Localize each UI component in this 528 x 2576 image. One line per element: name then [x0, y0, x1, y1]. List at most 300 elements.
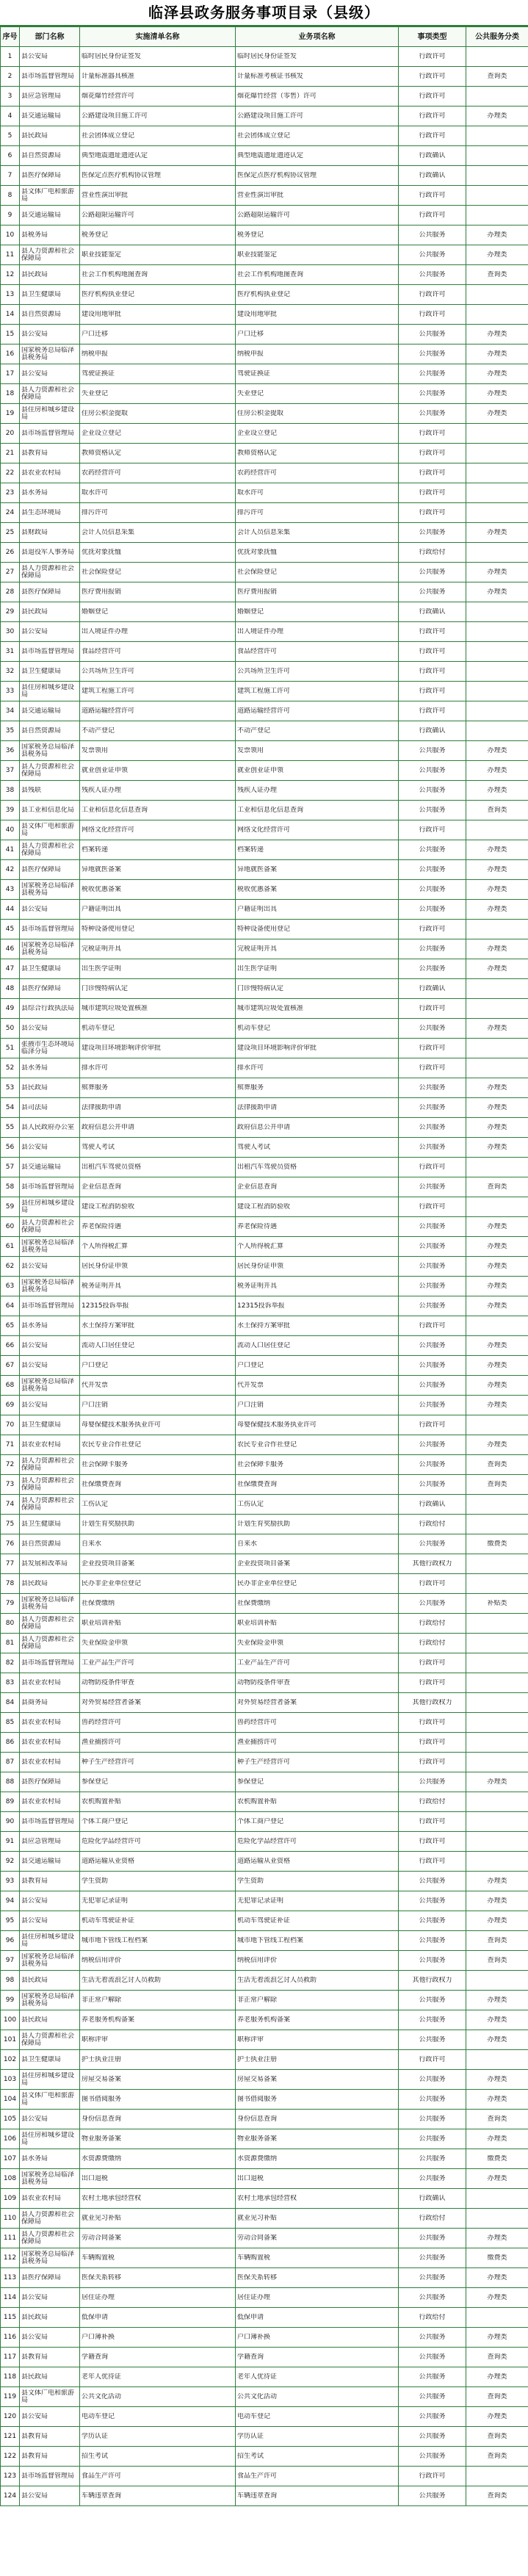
cell-type: [399, 265, 466, 285]
cell-item: [80, 2268, 236, 2288]
cell-type-text: 公共服务: [419, 529, 446, 536]
cell-type-text: 其他行政权力: [412, 1699, 452, 1706]
cell-item: [80, 1673, 236, 1693]
cell-public-service-text: 办理类: [487, 1382, 507, 1389]
cell-index-text: 45: [5, 926, 15, 933]
table-row: [1, 2467, 528, 2486]
cell-department: [20, 503, 80, 523]
cell-department: [20, 1475, 80, 1495]
cell-department: [20, 364, 80, 384]
cell-item: [80, 1951, 236, 1971]
cell-business-text: 社会保障卡服务: [237, 1461, 284, 1468]
cell-item: [80, 2169, 236, 2189]
cell-item-text: 就业见习补贴: [82, 2215, 122, 2222]
cell-business-text: 道路运输从业资格: [237, 1858, 291, 1865]
cell-item-text: 异地就医备案: [82, 866, 122, 873]
cell-department-text: 县农业农村局: [21, 1798, 62, 1805]
cell-type-text: 行政确认: [419, 152, 446, 159]
cell-type: [399, 642, 466, 662]
cell-type: [399, 2268, 466, 2288]
cell-index-text: 57: [5, 1163, 15, 1171]
header-public-service: 公共服务分类: [466, 27, 528, 47]
table-row: [1, 1475, 528, 1495]
cell-index-text: 113: [3, 2274, 17, 2281]
cell-type: [399, 1852, 466, 1872]
cell-business: [236, 900, 399, 920]
cell-department: [20, 1574, 80, 1594]
cell-item: [80, 107, 236, 126]
cell-department: [20, 880, 80, 900]
cell-public-service: [466, 900, 528, 920]
cell-business: [236, 2486, 399, 2506]
cell-item: [80, 1316, 236, 1336]
cell-department-text: 县住房和城乡建设局: [21, 1199, 75, 1214]
cell-public-service: [466, 364, 528, 384]
cell-business-text: 网络文化经营许可: [237, 826, 291, 834]
table-body: [1, 47, 528, 2506]
cell-department: [20, 1713, 80, 1733]
cell-index-text: 64: [5, 1302, 15, 1310]
cell-public-service: [466, 87, 528, 107]
cell-index-text: 30: [5, 628, 15, 635]
cell-type-text: 公共服务: [419, 1362, 446, 1369]
cell-index-text: 88: [5, 1778, 15, 1786]
cell-public-service: [466, 463, 528, 483]
table-row: [1, 1991, 528, 2010]
table-row: [1, 1197, 528, 1217]
table-row: [1, 1733, 528, 1753]
cell-item-text: 城市地下管线工程档案: [82, 1937, 148, 1944]
cell-item-text: 工伤认定: [82, 1501, 109, 1508]
cell-public-service: [466, 1614, 528, 1634]
cell-public-service: [466, 384, 528, 404]
cell-business: [236, 781, 399, 801]
cell-type: [399, 1634, 466, 1653]
cell-index-text: 10: [5, 231, 15, 239]
cell-public-service: [466, 67, 528, 87]
cell-item-text: 住房公积金提取: [82, 410, 129, 417]
cell-public-service: [466, 2486, 528, 2506]
cell-business-text: 社会保险登记: [237, 569, 278, 576]
cell-index-text: 41: [5, 846, 15, 854]
cell-index: [1, 265, 20, 285]
cell-type: [399, 959, 466, 979]
cell-item-text: 社保缴费查询: [82, 1481, 122, 1488]
cell-type: [399, 820, 466, 840]
cell-public-service: [466, 880, 528, 900]
cell-business-text: 职业培训补贴: [237, 1620, 278, 1627]
cell-index: [1, 325, 20, 344]
cell-item-text: 出口退税: [82, 2175, 109, 2182]
cell-item: [80, 87, 236, 107]
cell-index: [1, 1515, 20, 1534]
cell-public-service-text: 办理类: [487, 112, 507, 120]
cell-type: [399, 2169, 466, 2189]
cell-item: [80, 186, 236, 206]
cell-public-service: [466, 1376, 528, 1396]
cell-business-text: 招生考试: [237, 2453, 264, 2460]
cell-department: [20, 2467, 80, 2486]
cell-index-text: 47: [5, 965, 15, 973]
cell-department-text: 县人民政府办公室: [21, 1124, 75, 1131]
cell-index-text: 59: [5, 1203, 15, 1211]
table-row: [1, 1336, 528, 1356]
cell-public-service: [466, 1296, 528, 1316]
cell-type: [399, 1455, 466, 1475]
cell-business: [236, 2268, 399, 2288]
cell-public-service-text: 补贴类: [487, 1600, 507, 1607]
cell-index: [1, 186, 20, 206]
cell-business-text: 建设用地审批: [237, 311, 278, 318]
cell-type: [399, 979, 466, 999]
cell-department-text: 县公安局: [21, 2413, 48, 2420]
cell-department: [20, 483, 80, 503]
cell-department: [20, 543, 80, 563]
cell-department-text: 县水务局: [21, 1322, 48, 1330]
cell-public-service-text: 办理类: [487, 1243, 507, 1250]
cell-department: [20, 107, 80, 126]
cell-item: [80, 2090, 236, 2110]
cell-department-text: 县住房和城乡建设局: [21, 1933, 75, 1948]
cell-type-text: 公共服务: [419, 331, 446, 338]
cell-department: [20, 226, 80, 245]
cell-department-text: 县人力资源和社会保障局: [21, 2231, 75, 2245]
cell-public-service: [466, 1753, 528, 1772]
cell-type: [399, 1296, 466, 1316]
cell-public-service: [466, 1237, 528, 1257]
table-row: [1, 1753, 528, 1772]
cell-index-text: 58: [5, 1183, 15, 1191]
cell-department: [20, 186, 80, 206]
cell-department: [20, 682, 80, 701]
cell-department-text: 县农业农村局: [21, 469, 62, 477]
cell-index: [1, 384, 20, 404]
cell-item: [80, 1475, 236, 1495]
cell-business-text: 婚姻登记: [237, 608, 264, 616]
cell-index: [1, 1019, 20, 1039]
cell-type: [399, 662, 466, 682]
cell-business-text: 发票领用: [237, 747, 264, 754]
cell-index-text: 11: [5, 251, 15, 259]
table-row: [1, 2070, 528, 2090]
cell-business: [236, 1971, 399, 1991]
cell-index-text: 89: [5, 1798, 15, 1805]
cell-type-text: 行政确认: [419, 1501, 446, 1508]
cell-item-text: 职业培训补贴: [82, 1620, 122, 1627]
cell-business: [236, 483, 399, 503]
cell-type: [399, 2090, 466, 2110]
cell-item: [80, 1158, 236, 1177]
cell-business: [236, 1991, 399, 2010]
cell-item-text: 公共文化活动: [82, 2393, 122, 2400]
cell-index-text: 18: [5, 390, 15, 397]
table-row: [1, 1435, 528, 1455]
cell-department-text: 县人力资源和社会保障局: [21, 386, 75, 401]
table-row: [1, 166, 528, 186]
cell-index-text: 6: [7, 152, 12, 159]
cell-index: [1, 721, 20, 741]
cell-item-text: 农药经营许可: [82, 469, 122, 477]
cell-public-service: [466, 642, 528, 662]
cell-business: [236, 226, 399, 245]
header-item: 实施清单名称: [80, 27, 236, 47]
cell-public-service: [466, 1594, 528, 1614]
cell-type: [399, 166, 466, 186]
cell-index-text: 91: [5, 1838, 15, 1845]
cell-item-text: 无犯罪记录证明: [82, 1897, 129, 1905]
cell-department-text: 国家税务总局临泽县税务局: [21, 2251, 75, 2265]
cell-public-service: [466, 781, 528, 801]
cell-index-text: 94: [5, 1897, 15, 1905]
cell-item: [80, 1078, 236, 1098]
cell-item-text: 低保申请: [82, 2314, 109, 2321]
cell-item-text: 户口注销: [82, 1401, 109, 1409]
cell-department: [20, 166, 80, 186]
cell-item-text: 生活无着流浪乞讨人员救助: [82, 1977, 162, 1984]
cell-department-text: 国家税务总局临泽县税务局: [21, 743, 75, 758]
cell-item: [80, 1534, 236, 1554]
cell-item-text: 农机购置补贴: [82, 1798, 122, 1805]
cell-department: [20, 2129, 80, 2149]
cell-item-text: 医保定点医疗机构协议管理: [82, 172, 162, 179]
cell-department: [20, 2209, 80, 2229]
cell-item-text: 户口迁移: [82, 331, 109, 338]
cell-business: [236, 1872, 399, 1891]
cell-type-text: 行政许可: [419, 1758, 446, 1766]
cell-index-text: 104: [3, 2096, 17, 2103]
cell-index-text: 62: [5, 1263, 15, 1270]
cell-index-text: 3: [7, 93, 12, 100]
table-row: [1, 126, 528, 146]
cell-public-service: [466, 1991, 528, 2010]
table-row: [1, 602, 528, 622]
cell-item-text: 学生资助: [82, 1877, 109, 1885]
cell-type-text: 行政许可: [419, 489, 446, 497]
cell-department: [20, 1257, 80, 1277]
cell-item-text: 流动人口居住登记: [82, 1342, 135, 1349]
cell-department-text: 县卫生健康局: [21, 668, 62, 675]
cell-department-text: 县人力资源和社会保障局: [21, 565, 75, 580]
cell-public-service: [466, 1812, 528, 1832]
table-row: [1, 543, 528, 563]
table-row: [1, 1039, 528, 1058]
cell-index-text: 65: [5, 1322, 15, 1330]
cell-business-text: 建设工程消防验收: [237, 1203, 291, 1211]
table-row: [1, 582, 528, 602]
cell-index: [1, 2110, 20, 2129]
cell-public-service: [466, 721, 528, 741]
cell-department-text: 国家税务总局临泽县税务局: [21, 1378, 75, 1393]
cell-index: [1, 1455, 20, 1475]
cell-type: [399, 463, 466, 483]
cell-public-service: [466, 186, 528, 206]
cell-business-text: 医疗机构执业登记: [237, 291, 291, 298]
cell-index: [1, 146, 20, 166]
cell-type-text: 行政许可: [419, 192, 446, 199]
cell-item: [80, 1237, 236, 1257]
cell-business-text: 个人所得税汇算: [237, 1243, 284, 1250]
cell-business: [236, 1832, 399, 1852]
table-row: [1, 622, 528, 642]
cell-type-text: 公共服务: [419, 2016, 446, 2024]
cell-department: [20, 1931, 80, 1951]
cell-item: [80, 1098, 236, 1118]
cell-public-service: [466, 1197, 528, 1217]
cell-public-service: [466, 2447, 528, 2467]
cell-index: [1, 1217, 20, 1237]
cell-department: [20, 1911, 80, 1931]
cell-public-service: [466, 761, 528, 781]
cell-department-text: 县农业农村局: [21, 1719, 62, 1726]
cell-type: [399, 1495, 466, 1515]
cell-type: [399, 2467, 466, 2486]
cell-business: [236, 1118, 399, 1138]
cell-item: [80, 1455, 236, 1475]
cell-public-service-text: 办理类: [487, 1025, 507, 1032]
cell-type-text: 公共服务: [419, 1263, 446, 1270]
cell-item-text: 公路建设项目施工许可: [82, 112, 148, 120]
cell-business: [236, 721, 399, 741]
cell-index: [1, 1058, 20, 1078]
cell-business-text: 住房公积金提取: [237, 410, 284, 417]
cell-department-text: 县公安局: [21, 1362, 48, 1369]
cell-item-text: 会计人员信息采集: [82, 529, 135, 536]
cell-department-text: 县农业农村局: [21, 2195, 62, 2202]
cell-business: [236, 1217, 399, 1237]
table-row: [1, 1594, 528, 1614]
cell-item: [80, 1177, 236, 1197]
cell-item: [80, 840, 236, 860]
cell-index: [1, 840, 20, 860]
cell-type-text: 公共服务: [419, 2076, 446, 2083]
cell-item-text: 母婴保健技术服务执业许可: [82, 1421, 162, 1429]
cell-index: [1, 404, 20, 424]
cell-business: [236, 285, 399, 305]
cell-business: [236, 1396, 399, 1415]
cell-business-text: 典型地震遗址遗迹认定: [237, 152, 304, 159]
cell-department: [20, 1396, 80, 1415]
cell-department-text: 县医疗保障局: [21, 1778, 62, 1786]
cell-public-service-text: 查询类: [487, 807, 507, 814]
cell-item-text: 招生考试: [82, 2453, 109, 2460]
table-row: [1, 384, 528, 404]
cell-department: [20, 840, 80, 860]
cell-public-service: [466, 1971, 528, 1991]
table-row: [1, 424, 528, 444]
cell-business-text: 户口簿补换: [237, 2334, 271, 2341]
cell-department: [20, 1614, 80, 1634]
cell-public-service: [466, 1098, 528, 1118]
cell-public-service: [466, 1495, 528, 1515]
table-row: [1, 2229, 528, 2248]
cell-index: [1, 761, 20, 781]
cell-index: [1, 1614, 20, 1634]
cell-business-text: 完税证明开具: [237, 945, 278, 953]
cell-index: [1, 1475, 20, 1495]
cell-index: [1, 2209, 20, 2229]
cell-public-service-text: 办理类: [487, 1282, 507, 1290]
cell-business-text: 户口迁移: [237, 331, 264, 338]
cell-public-service: [466, 1277, 528, 1296]
cell-index-text: 109: [3, 2195, 17, 2202]
cell-department: [20, 1991, 80, 2010]
cell-item: [80, 1852, 236, 1872]
cell-item: [80, 285, 236, 305]
cell-index: [1, 741, 20, 761]
cell-business: [236, 1475, 399, 1495]
cell-business: [236, 1356, 399, 1376]
cell-type: [399, 1733, 466, 1753]
cell-public-service: [466, 2407, 528, 2427]
cell-business: [236, 2229, 399, 2248]
cell-item: [80, 1356, 236, 1376]
cell-business: [236, 126, 399, 146]
cell-type-text: 公共服务: [419, 2433, 446, 2440]
cell-index: [1, 1336, 20, 1356]
table-row: [1, 959, 528, 979]
cell-type-text: 公共服务: [419, 2453, 446, 2460]
cell-item-text: 车辆购置税: [82, 2254, 115, 2262]
cell-business: [236, 1237, 399, 1257]
cell-type-text: 行政许可: [419, 628, 446, 635]
cell-type: [399, 1534, 466, 1554]
cell-index: [1, 2427, 20, 2447]
cell-index-text: 87: [5, 1758, 15, 1766]
cell-department-text: 县人力资源和社会保障局: [21, 1616, 75, 1631]
cell-index: [1, 1356, 20, 1376]
cell-department-text: 县市场监督管理局: [21, 2472, 75, 2480]
cell-index: [1, 166, 20, 186]
cell-type: [399, 2486, 466, 2506]
cell-business: [236, 642, 399, 662]
cell-business: [236, 2407, 399, 2427]
cell-public-service: [466, 860, 528, 880]
cell-business: [236, 543, 399, 563]
cell-index-text: 112: [3, 2254, 17, 2262]
cell-item-text: 建设项目环境影响评价审批: [82, 1045, 162, 1052]
cell-index: [1, 1277, 20, 1296]
table-row: [1, 1931, 528, 1951]
cell-index-text: 121: [3, 2433, 17, 2440]
cell-business-text: 社保缴费查询: [237, 1481, 278, 1488]
cell-type-text: 公共服务: [419, 866, 446, 873]
cell-business: [236, 1931, 399, 1951]
cell-item: [80, 959, 236, 979]
cell-index: [1, 801, 20, 820]
cell-department: [20, 1872, 80, 1891]
cell-department-text: 县教育局: [21, 2433, 48, 2440]
cell-public-service: [466, 1911, 528, 1931]
cell-public-service-text: 办理类: [487, 1124, 507, 1131]
cell-department: [20, 1852, 80, 1872]
cell-public-service: [466, 1931, 528, 1951]
cell-item-text: 养老保险待遇: [82, 1223, 122, 1230]
cell-item: [80, 1772, 236, 1792]
cell-public-service-text: 办理类: [487, 588, 507, 596]
cell-business: [236, 2090, 399, 2110]
table-row: [1, 2308, 528, 2328]
cell-public-service: [466, 404, 528, 424]
cell-item-text: 营业性演出审批: [82, 192, 129, 199]
cell-type-text: 行政许可: [419, 1858, 446, 1865]
cell-public-service-text: 办理类: [487, 1342, 507, 1349]
cell-public-service: [466, 979, 528, 999]
cell-item-text: 失业登记: [82, 390, 109, 397]
cell-item: [80, 801, 236, 820]
cell-department-text: 县市场监督管理局: [21, 430, 75, 437]
cell-type-text: 行政许可: [419, 1045, 446, 1052]
cell-department: [20, 2407, 80, 2427]
